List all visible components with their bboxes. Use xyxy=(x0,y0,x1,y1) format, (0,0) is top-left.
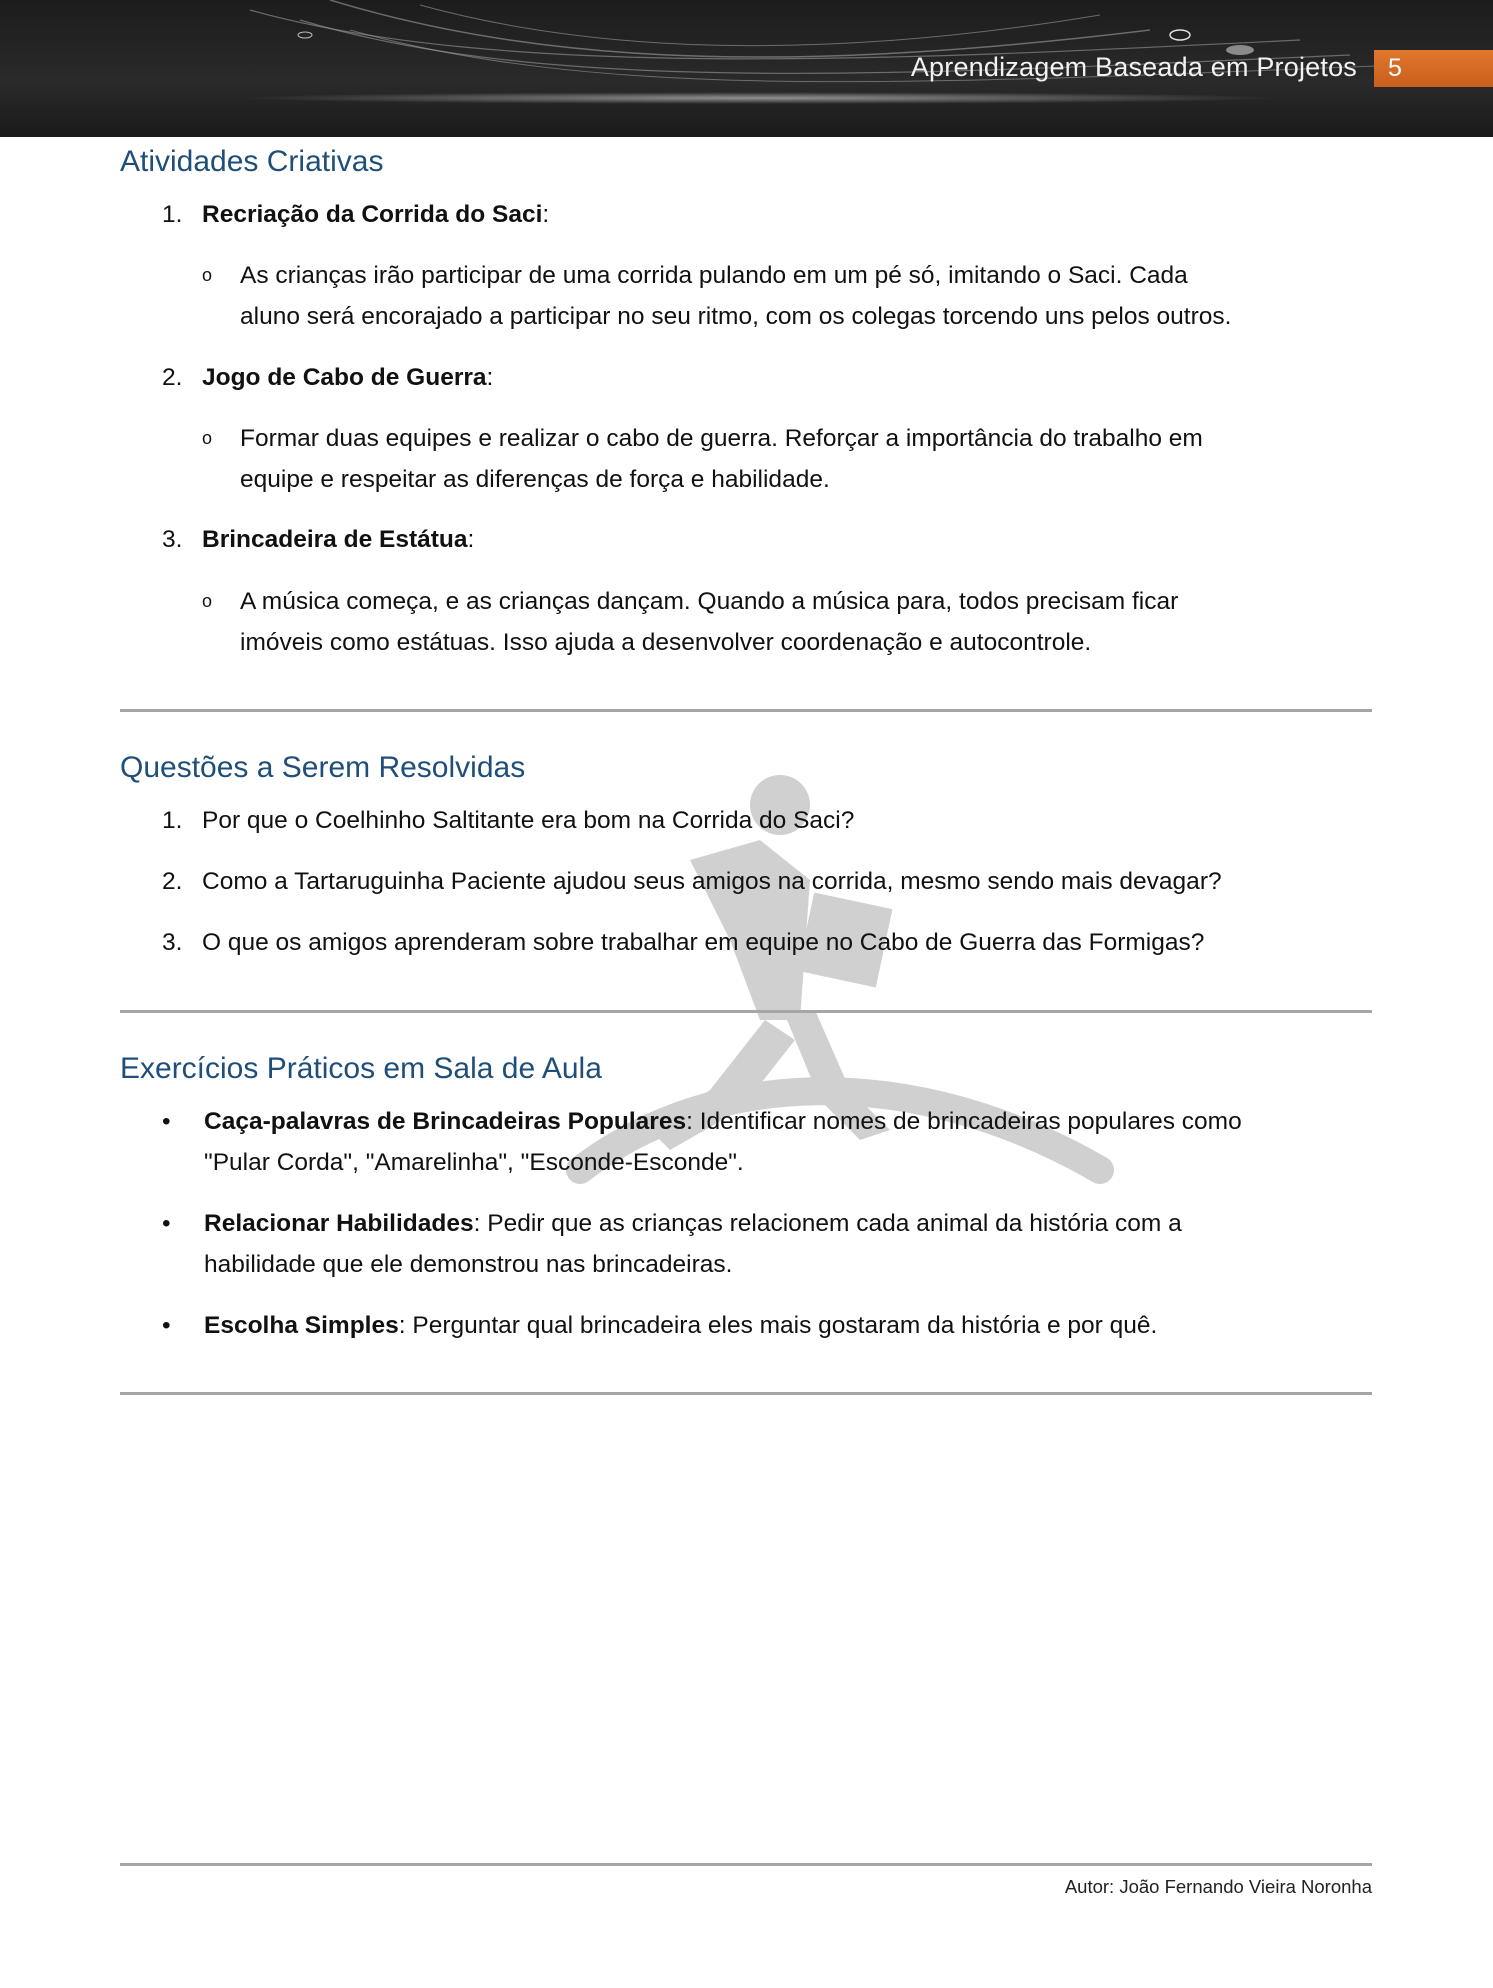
bullet-icon: • xyxy=(162,1312,171,1339)
item-suffix: : xyxy=(467,526,475,553)
item-suffix: : xyxy=(486,364,494,391)
list-item xyxy=(162,194,549,235)
bullet-item xyxy=(162,1203,1362,1285)
section-divider xyxy=(120,1392,1372,1395)
item-number: 2. xyxy=(162,364,183,391)
item-number: 3. xyxy=(162,929,183,956)
footer-divider xyxy=(120,1863,1372,1866)
header-banner xyxy=(0,0,1493,137)
bullet-item xyxy=(162,1101,1362,1183)
item-label: Brincadeira de Estátua xyxy=(202,526,468,553)
bullet-text: : Identificar nomes de brincadeiras populares como xyxy=(686,1108,1242,1135)
bullet-label: Relacionar Habilidades xyxy=(204,1210,474,1237)
bullet-text-line: "Pular Corda", "Amarelinha", "Esconde-Esconde". xyxy=(204,1149,744,1176)
item-text: Por que o Coelhinho Saltitante era bom na Corrida do Saci? xyxy=(202,807,855,834)
item-number: 1. xyxy=(162,201,183,228)
item-number: 2. xyxy=(162,868,183,895)
bullet-label: Escolha Simples xyxy=(204,1312,399,1339)
item-number: 3. xyxy=(162,526,183,553)
item-text: Como a Tartaruguinha Paciente ajudou seus amigos na corrida, mesmo sendo mais devagar? xyxy=(202,868,1222,895)
item-label: Recriação da Corrida do Saci xyxy=(202,201,543,228)
sub-item-line: equipe e respeitar as diferenças de força e habilidade. xyxy=(240,466,830,493)
section-title-exercicios: Exercícios Práticos em Sala de Aula xyxy=(120,1052,602,1085)
list-item xyxy=(162,922,1204,963)
sub-item-line: Formar duas equipes e realizar o cabo de guerra. Reforçar a importância do trabalho em xyxy=(240,425,1203,452)
item-suffix: : xyxy=(542,201,550,228)
list-item xyxy=(162,519,474,560)
sub-item-line: imóveis como estátuas. Isso ajuda a desenvolver coordenação e autocontrole. xyxy=(240,629,1092,656)
bullet-text: : Pedir que as crianças relacionem cada animal da história com a xyxy=(473,1210,1182,1237)
sub-item-line: A música começa, e as crianças dançam. Quando a música para, todos precisam ficar xyxy=(240,588,1179,615)
bullet-icon: • xyxy=(162,1210,171,1237)
header-title: Aprendizagem Baseada em Projetos xyxy=(910,52,1357,82)
sub-item-line: As crianças irão participar de uma corrida pulando em um pé só, imitando o Saci. Cada xyxy=(240,262,1188,289)
bullet-text: : Perguntar qual brincadeira eles mais gostaram da história e por quê. xyxy=(398,1312,1158,1339)
list-item xyxy=(162,800,854,841)
item-text: O que os amigos aprenderam sobre trabalhar em equipe no Cabo de Guerra das Formigas? xyxy=(202,929,1205,956)
sub-bullet-icon: o xyxy=(202,428,213,448)
section-divider xyxy=(120,709,1372,712)
bullet-text-line: habilidade que ele demonstrou nas brincadeiras. xyxy=(204,1251,733,1278)
sub-item xyxy=(202,418,1350,500)
bullet-item xyxy=(162,1305,1362,1346)
item-label: Jogo de Cabo de Guerra xyxy=(202,364,487,391)
sub-bullet-icon: o xyxy=(202,591,213,611)
section-title-questoes: Questões a Serem Resolvidas xyxy=(120,751,526,784)
page-number: 5 xyxy=(1374,50,1493,87)
section-divider xyxy=(120,1010,1372,1013)
sub-item-line: aluno será encorajado a participar no seu ritmo, com os colegas torcendo uns pelos outros. xyxy=(240,303,1232,330)
bullet-label: Caça-palavras de Brincadeiras Populares xyxy=(204,1108,687,1135)
sub-item xyxy=(202,255,1350,337)
section-title-atividades: Atividades Criativas xyxy=(120,145,384,178)
footer-author: Autor: João Fernando Vieira Noronha xyxy=(1064,1876,1372,1897)
bullet-icon: • xyxy=(162,1108,171,1135)
item-number: 1. xyxy=(162,807,183,834)
sub-item xyxy=(202,581,1350,663)
list-item xyxy=(162,357,493,398)
sub-bullet-icon: o xyxy=(202,265,213,285)
list-item xyxy=(162,861,1222,902)
